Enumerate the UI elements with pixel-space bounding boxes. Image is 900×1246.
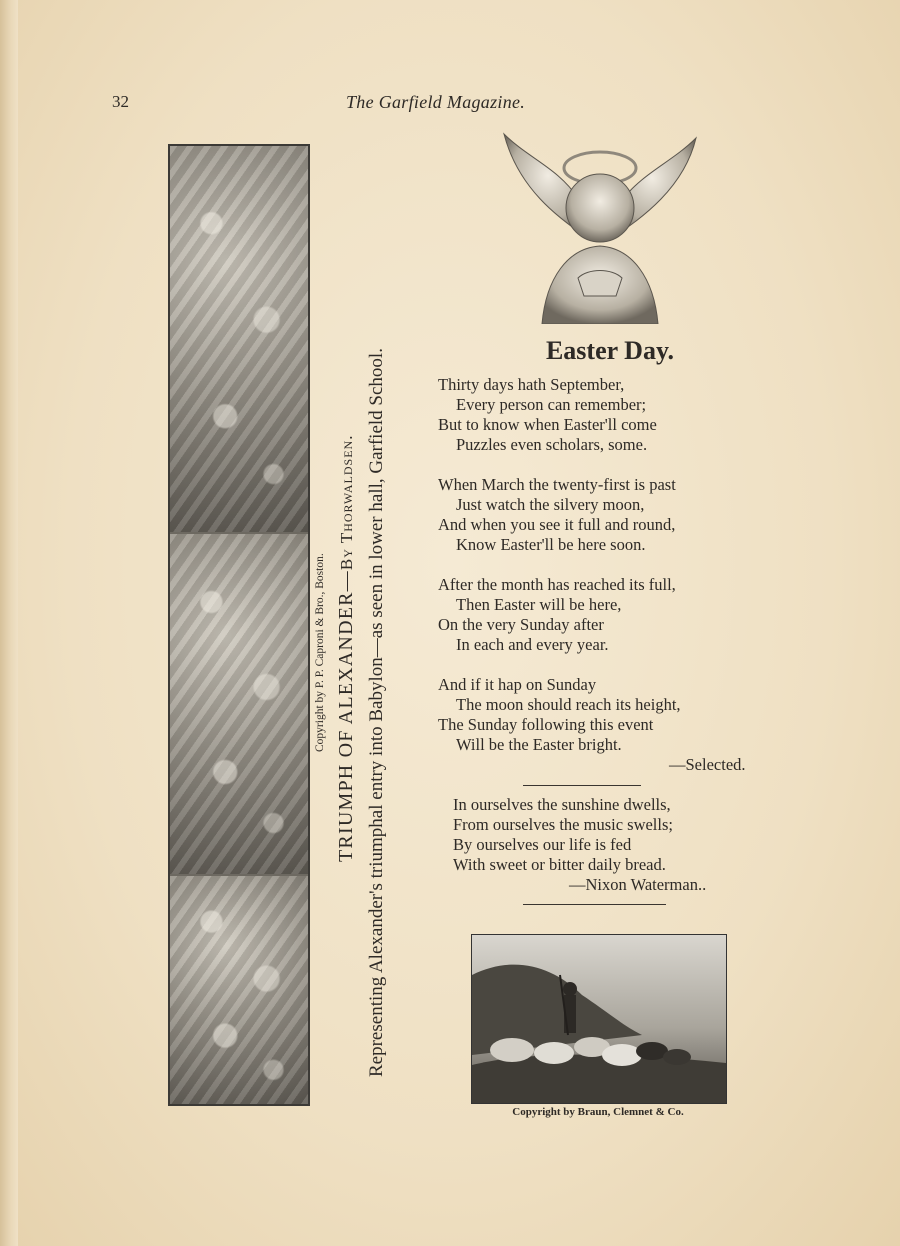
verse-line: In ourselves the sunshine dwells, — [453, 795, 671, 814]
poem-attribution: —Selected. — [669, 755, 746, 774]
relief-title-main: TRIUMPH OF ALEXANDER— — [335, 570, 357, 862]
poem-stanza — [438, 375, 768, 455]
painting-caption: Copyright by Braun, Clemnet & Co. — [512, 1106, 684, 1118]
poem-line: When March the twenty-first is past — [438, 475, 676, 494]
verse-line: With sweet or bitter daily bread. — [453, 855, 666, 874]
poem-line: Know Easter'll be here soon. — [456, 535, 646, 554]
relief-panel-top — [170, 146, 308, 532]
running-head: The Garfield Magazine. — [346, 92, 526, 112]
relief-copyright: Copyright by P. P. Caproni & Bro., Boston. — [314, 553, 326, 752]
poem-stanza — [438, 575, 768, 655]
relief-panel-middle — [170, 534, 308, 874]
relief-title-author: By Thorwaldsen. — [337, 434, 356, 571]
poem-line: Then Easter will be here, — [456, 595, 622, 614]
verse-nixon-waterman — [453, 795, 673, 875]
poem-line: But to know when Easter'll come — [438, 415, 657, 434]
relief-title — [335, 435, 358, 862]
shepherd-sheep-painting — [471, 934, 727, 1104]
poem-line: Every person can remember; — [456, 395, 647, 414]
relief-photograph — [168, 144, 310, 1106]
poem-stanza — [438, 675, 768, 755]
poem-line: Puzzles even scholars, some. — [456, 435, 648, 454]
cherub-illustration — [498, 128, 702, 324]
poem-line: Just watch the silvery moon, — [456, 495, 645, 514]
poem-line: And when you see it full and round, — [438, 515, 676, 534]
page-number: 32 — [112, 92, 129, 111]
verse-attribution: —Nixon Waterman.. — [569, 875, 707, 894]
relief-description: Representing Alexander's triumphal entry into Babylon—as seen in lower hall, Garfield School. — [366, 348, 387, 1077]
divider-rule — [523, 785, 641, 786]
poem-line: After the month has reached its full, — [438, 575, 676, 594]
poem-line: Will be the Easter bright. — [456, 735, 622, 754]
poem-line: Thirty days hath September, — [438, 375, 625, 394]
relief-panel-bottom — [170, 876, 308, 1104]
poem-easter-day — [438, 375, 768, 775]
verse-line: From ourselves the music swells; — [453, 815, 673, 834]
verse-line: By ourselves our life is fed — [453, 835, 632, 854]
poem-line: On the very Sunday after — [438, 615, 604, 634]
poem-title: Easter Day. — [545, 336, 675, 365]
divider-rule — [523, 904, 666, 905]
poem-line: The moon should reach its height, — [456, 695, 681, 714]
poem-line: And if it hap on Sunday — [438, 675, 597, 694]
poem-line: In each and every year. — [456, 635, 609, 654]
poem-stanza — [438, 475, 768, 555]
poem-line: The Sunday following this event — [438, 715, 654, 734]
page-binding-edge — [0, 0, 18, 1246]
